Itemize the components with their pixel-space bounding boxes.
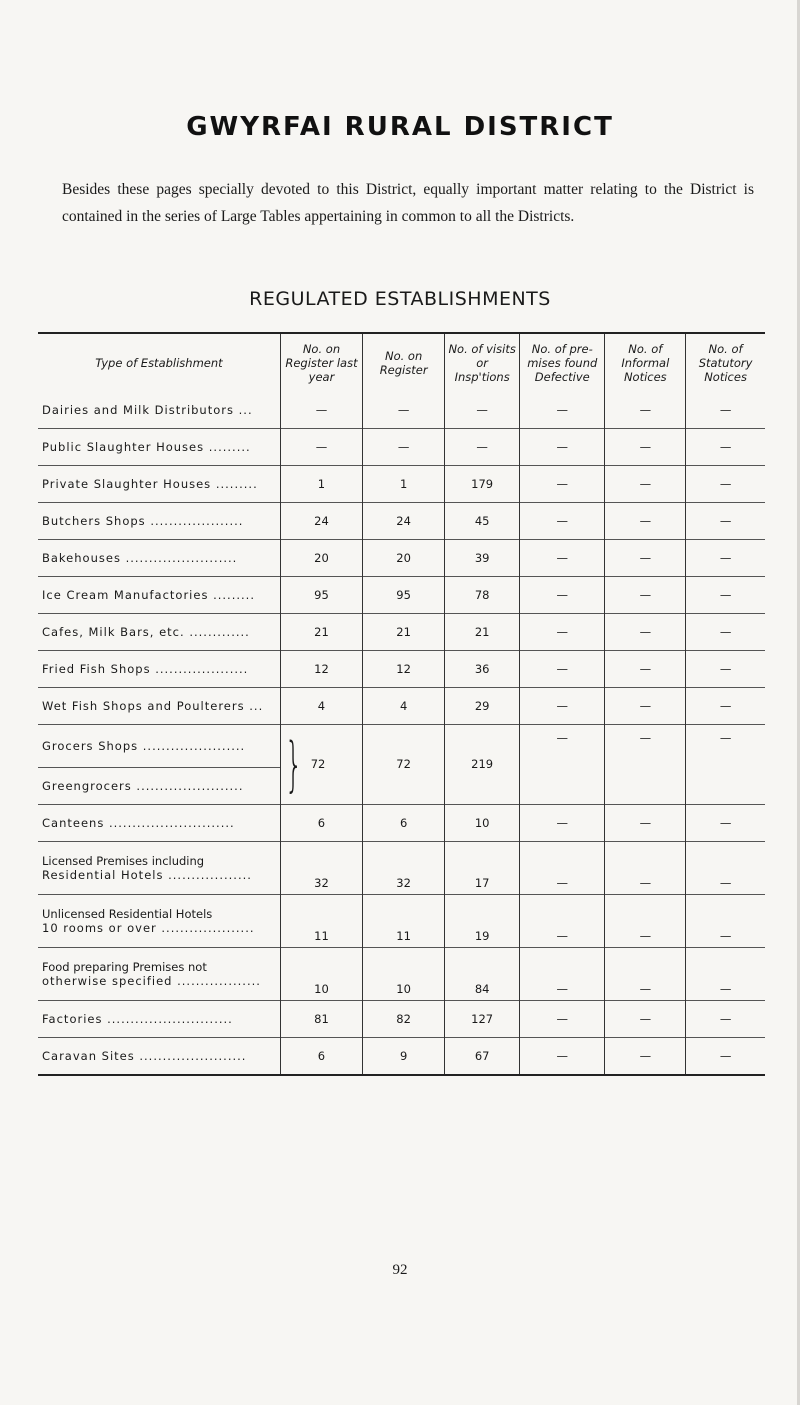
- row-name-line2: otherwise specified ..................: [42, 973, 261, 988]
- cell-informal: —: [605, 651, 686, 688]
- cell-register: 20: [363, 540, 445, 577]
- cell-visits: 84: [445, 947, 520, 1000]
- row-name-grocers: Grocers Shops ......................: [38, 725, 280, 768]
- cell-defective: —: [520, 688, 605, 725]
- col-header-register-last-year: No. on Register last year: [280, 333, 362, 392]
- cell-register-last-year: 12: [280, 651, 362, 688]
- cell-register: 95: [363, 577, 445, 614]
- cell-defective: —: [520, 804, 605, 841]
- row-name-line1: Food preparing Premises not: [42, 959, 207, 974]
- cell-informal: —: [605, 688, 686, 725]
- cell-register-last-year: —: [280, 392, 362, 429]
- cell-register: 1: [363, 466, 445, 503]
- cell-visits: 45: [445, 503, 520, 540]
- cell-statutory: —: [686, 688, 765, 725]
- cell-statutory: —: [686, 1037, 765, 1075]
- cell-statutory: —: [686, 804, 765, 841]
- row-name: Bakehouses ........................: [38, 540, 280, 577]
- cell-register: 32: [363, 841, 445, 894]
- cell-register-last-year: 11: [280, 894, 362, 947]
- cell-register: 6: [363, 804, 445, 841]
- cell-register-last-year: 81: [280, 1000, 362, 1037]
- cell-informal: —: [605, 804, 686, 841]
- cell-informal: —: [605, 503, 686, 540]
- cell-register-last-year: 95: [280, 577, 362, 614]
- row-name-line2: 10 rooms or over ....................: [42, 920, 255, 935]
- col-header-type: Type of Establishment: [95, 356, 223, 370]
- cell-defective: —: [520, 947, 605, 1000]
- col-header-defective: No. of pre-mises found Defective: [520, 333, 605, 392]
- row-name: [38, 894, 280, 947]
- row-name: Ice Cream Manufactories .........: [38, 577, 280, 614]
- col-header-visits: No. of visits or Insp'tions: [445, 333, 520, 392]
- row-name: Cafes, Milk Bars, etc. .............: [38, 614, 280, 651]
- cell-visits: 10: [445, 804, 520, 841]
- row-name: Canteens ...........................: [38, 804, 280, 841]
- cell-register: 24: [363, 503, 445, 540]
- row-name-line1: Licensed Premises including: [42, 853, 205, 868]
- cell-visits: 179: [445, 466, 520, 503]
- cell-register-last-year: —: [280, 429, 362, 466]
- cell-register-last-year: 6: [280, 804, 362, 841]
- row-name-line2: Residential Hotels ..................: [42, 867, 252, 882]
- cell-register-last-year-value: 72: [310, 756, 326, 771]
- intro-paragraph: Besides these pages specially devoted to this District, equally important matter relating to the District is contained in the series of Large Tables appertaining in common to all the Districts.: [62, 181, 754, 225]
- cell-informal: —: [605, 1000, 686, 1037]
- cell-defective: —: [520, 540, 605, 577]
- cell-defective: —: [520, 466, 605, 503]
- row-name: Dairies and Milk Distributors ...: [42, 403, 253, 417]
- cell-defective: —: [520, 1037, 605, 1075]
- table-row: [38, 466, 765, 503]
- cell-statutory: —: [686, 614, 765, 651]
- cell-register-last-year: 6: [280, 1037, 362, 1075]
- table-row: [38, 947, 765, 1000]
- cell-statutory: —: [686, 392, 765, 429]
- cell-informal-empty: [605, 767, 686, 804]
- cell-informal: —: [605, 392, 686, 429]
- table-row: [38, 614, 765, 651]
- table-row-grocers: [38, 725, 765, 768]
- cell-defective: —: [520, 651, 605, 688]
- cell-informal: —: [605, 466, 686, 503]
- row-name: Factories ...........................: [38, 1000, 280, 1037]
- table-row: [38, 1000, 765, 1037]
- cell-informal: —: [605, 725, 686, 768]
- cell-register: 10: [363, 947, 445, 1000]
- table-row: [38, 392, 765, 429]
- table-row: [38, 503, 765, 540]
- col-header-register: No. on Register: [363, 333, 445, 392]
- row-name: Fried Fish Shops ....................: [38, 651, 280, 688]
- brace-glyph: }: [284, 729, 303, 799]
- row-name: Public Slaughter Houses .........: [38, 429, 280, 466]
- regulated-establishments-table: [38, 332, 765, 1076]
- cell-defective: —: [520, 577, 605, 614]
- cell-statutory: —: [686, 841, 765, 894]
- cell-visits: 127: [445, 1000, 520, 1037]
- cell-register: 12: [363, 651, 445, 688]
- cell-statutory-empty: [686, 767, 765, 804]
- table-row: [38, 577, 765, 614]
- cell-defective: —: [520, 392, 605, 429]
- cell-informal: —: [605, 841, 686, 894]
- cell-informal: —: [605, 540, 686, 577]
- cell-register-last-year: 24: [280, 503, 362, 540]
- cell-visits: 219: [445, 725, 520, 805]
- row-name: Wet Fish Shops and Poulterers ...: [38, 688, 280, 725]
- cell-register: 72: [363, 725, 445, 805]
- cell-register: 4: [363, 688, 445, 725]
- table-row: [38, 429, 765, 466]
- cell-register-last-year: 32: [280, 841, 362, 894]
- cell-statutory: —: [686, 725, 765, 768]
- cell-statutory: —: [686, 503, 765, 540]
- cell-informal: —: [605, 614, 686, 651]
- cell-defective-empty: [520, 767, 605, 804]
- cell-register: —: [363, 429, 445, 466]
- row-name: [38, 947, 280, 1000]
- cell-register-last-year: 1: [280, 466, 362, 503]
- cell-register: 82: [363, 1000, 445, 1037]
- cell-informal: —: [605, 894, 686, 947]
- cell-statutory: —: [686, 947, 765, 1000]
- cell-visits: —: [445, 392, 520, 429]
- cell-defective: —: [520, 429, 605, 466]
- cell-visits: 78: [445, 577, 520, 614]
- row-name: Butchers Shops ....................: [38, 503, 280, 540]
- table-row: [38, 1037, 765, 1075]
- cell-register-last-year: 20: [280, 540, 362, 577]
- table-row: [38, 651, 765, 688]
- cell-visits: 19: [445, 894, 520, 947]
- cell-statutory: —: [686, 540, 765, 577]
- cell-register-last-year: 10: [280, 947, 362, 1000]
- cell-visits: 39: [445, 540, 520, 577]
- row-name: Caravan Sites .......................: [38, 1037, 280, 1075]
- cell-defective: —: [520, 503, 605, 540]
- table-row: [38, 894, 765, 947]
- cell-statutory: —: [686, 651, 765, 688]
- table-row: [38, 841, 765, 894]
- page-number: 92: [392, 1262, 408, 1278]
- col-header-statutory: No. of Statutory Notices: [686, 333, 765, 392]
- header-row: [38, 333, 765, 392]
- cell-informal: —: [605, 1037, 686, 1075]
- cell-visits: 29: [445, 688, 520, 725]
- cell-visits: 17: [445, 841, 520, 894]
- cell-defective: —: [520, 841, 605, 894]
- cell-statutory: —: [686, 466, 765, 503]
- col-header-informal: No. of Informal Notices: [605, 333, 686, 392]
- cell-statutory: —: [686, 894, 765, 947]
- cell-informal: —: [605, 947, 686, 1000]
- cell-informal: —: [605, 429, 686, 466]
- cell-informal: —: [605, 577, 686, 614]
- cell-defective: —: [520, 725, 605, 768]
- cell-statutory: —: [686, 429, 765, 466]
- cell-register-last-year: 4: [280, 688, 362, 725]
- table-row: [38, 688, 765, 725]
- cell-defective: —: [520, 614, 605, 651]
- cell-register-last-year: 21: [280, 614, 362, 651]
- cell-defective: —: [520, 894, 605, 947]
- cell-register-last-year: [280, 725, 362, 805]
- table-row: [38, 540, 765, 577]
- cell-defective: —: [520, 1000, 605, 1037]
- cell-register: 9: [363, 1037, 445, 1075]
- row-name: Private Slaughter Houses .........: [38, 466, 280, 503]
- cell-visits: —: [445, 429, 520, 466]
- cell-statutory: —: [686, 1000, 765, 1037]
- cell-register: 21: [363, 614, 445, 651]
- cell-register: 11: [363, 894, 445, 947]
- section-title: REGULATED ESTABLISHMENTS: [249, 288, 551, 310]
- row-name-line1: Unlicensed Residential Hotels: [42, 906, 213, 921]
- table-row: [38, 804, 765, 841]
- row-name: [38, 841, 280, 894]
- cell-visits: 21: [445, 614, 520, 651]
- cell-visits: 36: [445, 651, 520, 688]
- cell-visits: 67: [445, 1037, 520, 1075]
- row-name-greengrocers: Greengrocers .......................: [38, 767, 280, 804]
- page-title: GWYRFAI RURAL DISTRICT: [186, 112, 614, 142]
- cell-register: —: [363, 392, 445, 429]
- cell-statutory: —: [686, 577, 765, 614]
